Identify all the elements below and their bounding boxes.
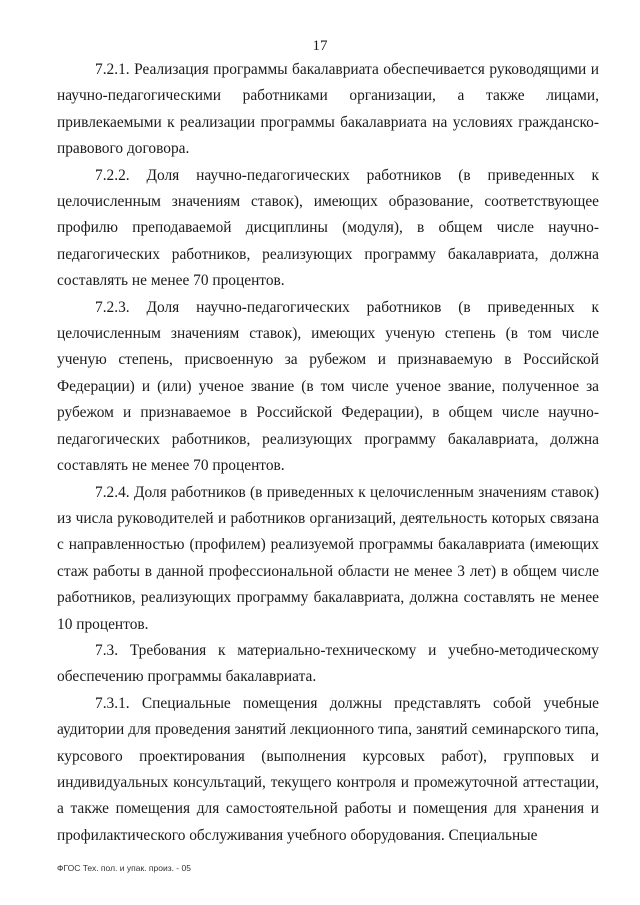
- page-number: 17: [312, 38, 328, 54]
- paragraph-7-3: 7.3. Требования к материально-техническому и учебно-методическому обеспечению программы бакалавриата.: [57, 641, 599, 686]
- paragraph-7-3-1: 7.3.1. Специальные помещения должны представлять собой учебные аудитории для проведения занятий лекционного типа, занятий семинарского типа, курсового проектирования (выполнения курсовых работ), групповых и индивидуальных консультаций, текущего контроля и промежуточной аттестации, а также помещения для самостоятельной работы и помещения для хранения и профилактического обслуживания учебного оборудования. Специальные: [57, 694, 599, 844]
- page-footer: ФГОС Тех. пол. и упак. произ. - 05: [57, 863, 191, 873]
- paragraph-7-2-2: 7.2.2. Доля научно-педагогических работников (в приведенных к целочисленным значениям ставок), имеющих образование, соответствующее профилю преподаваемой дисциплины (модуля), в общем числе научно-педагогических работников, реализующих программу бакалавриата, должна составлять не менее 70 процентов.: [57, 166, 599, 290]
- paragraph-7-2-1: 7.2.1. Реализация программы бакалавриата обеспечивается руководящими и научно-педагогическими работниками организации, а также лицами, привлекаемыми к реализации программы бакалавриата на условиях гражданско-правового договора.: [57, 61, 599, 158]
- paragraph-7-2-4: 7.2.4. Доля работников (в приведенных к целочисленным значениям ставок) из числа руководителей и работников организаций, деятельность которых связана с направленностью (профилем) реализуемой программы бакалавриата (имеющих стаж работы в данной профессиональной области не менее 3 лет) в общем числе работников, реализующих программу бакалавриата, должна составлять не менее 10 процентов.: [57, 483, 599, 633]
- document-body: [57, 57, 599, 849]
- paragraph-7-2-3: 7.2.3. Доля научно-педагогических работников (в приведенных к целочисленным значениям ставок), имеющих ученую степень (в том числе ученую степень, присвоенную за рубежом и признаваемую в Российской Федерации) и (или) ученое звание (в том числе ученое звание, полученное за рубежом и признаваемое в Российской Федерации), в общем числе научно-педагогических работников, реализующих программу бакалавриата, должна составлять не менее 70 процентов.: [57, 298, 599, 475]
